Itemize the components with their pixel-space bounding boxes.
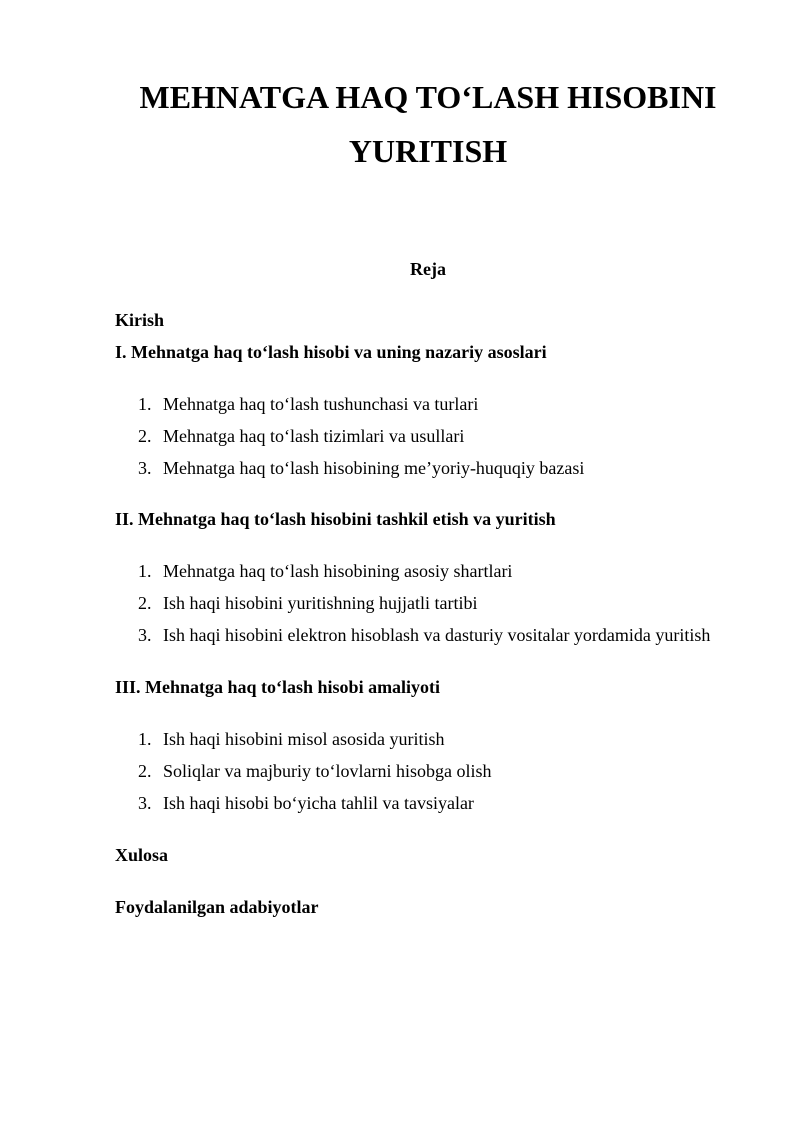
list-number: 3. [138,793,152,813]
list-number: 3. [138,458,152,478]
list-number: 2. [138,426,152,446]
section-2-item-1 [138,560,512,582]
section-3-item-2 [138,760,491,782]
list-item-text: Mehnatga haq to‘lash hisobining me’yoriy-huquqiy bazasi [163,458,585,478]
list-number: 3. [138,625,152,645]
list-number: 1. [138,394,152,414]
document-title-line-2: YURITISH [348,133,508,169]
list-item-text: Mehnatga haq to‘lash tizimlari va usullari [163,426,465,446]
section-2-item-3 [138,624,710,646]
list-item-text: Mehnatga haq to‘lash hisobining asosiy shartlari [163,561,513,581]
section-2-item-2 [138,592,477,614]
list-number: 2. [138,761,152,781]
list-item-text: Mehnatga haq to‘lash tushunchasi va turlari [163,394,479,414]
section-2-heading: II. Mehnatga haq to‘lash hisobini tashkil etish va yuritish [115,509,556,529]
section-1-heading: I. Mehnatga haq to‘lash hisobi va uning nazariy asoslari [115,342,547,362]
list-number: 2. [138,593,152,613]
list-item-text: Ish haqi hisobini misol asosida yuritish [163,729,445,749]
list-item-text: Soliqlar va majburiy to‘lovlarni hisobga olish [163,761,492,781]
section-1-item-3 [138,457,584,479]
list-item-text: Ish haqi hisobini elektron hisoblash va dasturiy vositalar yordamida yuritish [163,625,711,645]
references-heading: Foydalanilgan adabiyotlar [115,897,319,917]
list-number: 1. [138,729,152,749]
section-3-item-3 [138,792,474,814]
list-item-text: Ish haqi hisobini yuritishning hujjatli tartibi [163,593,478,613]
plan-heading: Reja [410,259,446,279]
section-3-heading: III. Mehnatga haq to‘lash hisobi amaliyoti [115,677,441,697]
section-3-item-1 [138,728,445,750]
section-1-item-2 [138,425,464,447]
intro-heading: Kirish [115,310,165,330]
list-item-text: Ish haqi hisobi bo‘yicha tahlil va tavsiyalar [163,793,474,813]
section-1-item-1 [138,393,478,415]
document-title-line-1: MEHNATGA HAQ TO‘LASH HISOBINI [139,79,717,115]
list-number: 1. [138,561,152,581]
conclusion-heading: Xulosa [115,845,169,865]
